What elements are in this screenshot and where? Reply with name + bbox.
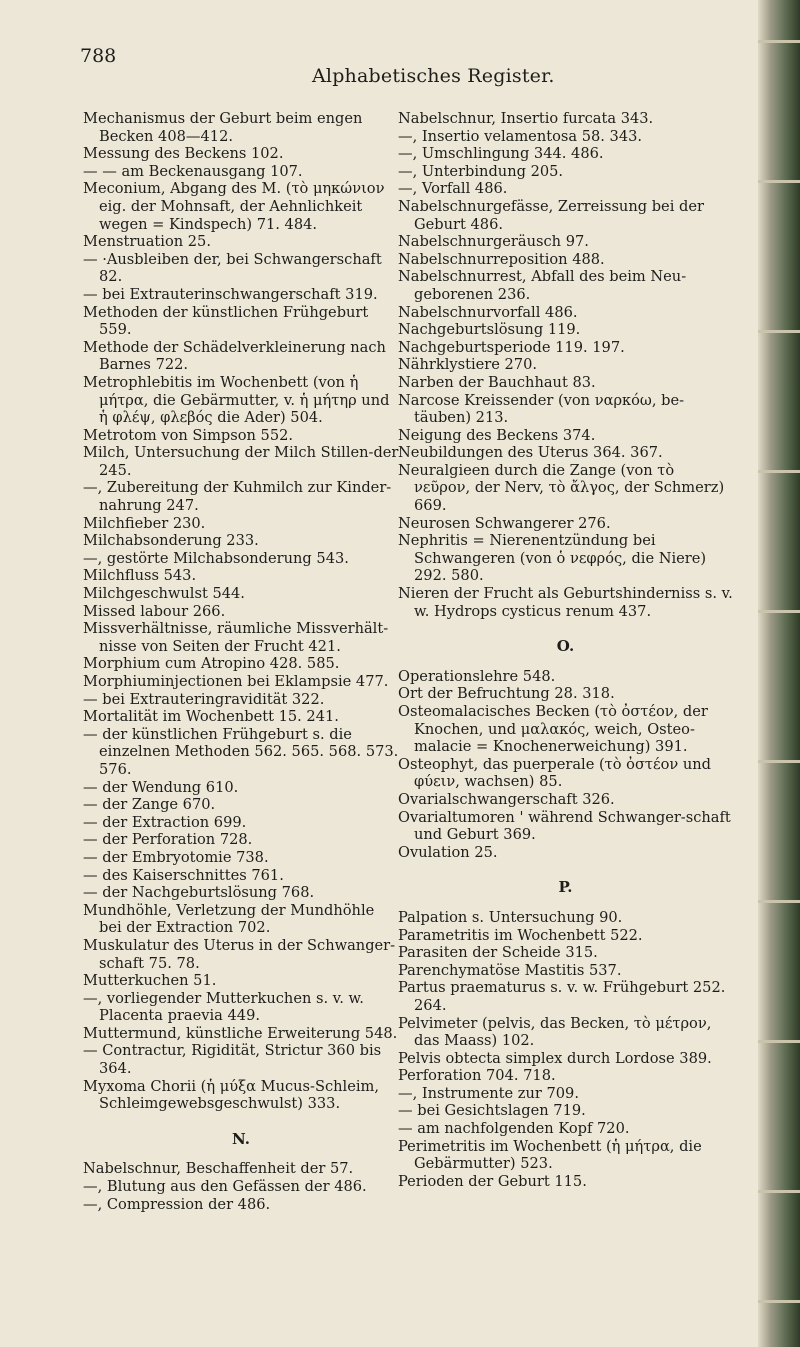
index-entry: Missed labour 266. [83, 602, 226, 620]
index-entry: Morphium cum Atropino 428. 585. [83, 655, 340, 673]
index-entry: Nephritis = Nierenentzündung bei Schwangeren (von ὁ νεφρός, die Niere) 292. 580. [398, 532, 707, 585]
index-entry: — ·Ausbleiben der, bei Schwangerschaft 82. [83, 250, 382, 286]
index-entry: Perimetritis im Wochenbett (ἡ μήτρα, die Gebärmutter) 523. [398, 1137, 702, 1173]
index-entry: — am nachfolgenden Kopf 720. [398, 1120, 630, 1138]
index-entry: Metrotom von Simpson 552. [83, 426, 294, 444]
index-entry: Narcose Kreissender (von ναρκόω, be-täuben) 213. [398, 391, 685, 427]
index-entry: —, Blutung aus den Gefässen der 486. [83, 1178, 367, 1196]
edge-band [758, 760, 800, 763]
index-entry: Nabelschnurvorfall 486. [398, 303, 578, 321]
index-entry: Milchfieber 230. [83, 514, 206, 532]
index-entry: —, Vorfall 486. [398, 180, 508, 198]
right-column [398, 110, 733, 1190]
index-entry: — der Nachgeburtslösung 768. [83, 884, 315, 902]
index-entry: Milchfluss 543. [83, 567, 197, 585]
index-entry: Pelvis obtecta simplex durch Lordose 389. [398, 1049, 712, 1067]
edge-band [758, 900, 800, 903]
index-entry: Ovarialschwangerschaft 326. [398, 790, 615, 808]
index-entry: — bei Extrauterinschwangerschaft 319. [83, 285, 378, 303]
index-entry: Nabelschnur, Beschaffenheit der 57. [83, 1160, 354, 1178]
index-entry: Osteomalacisches Becken (τὸ ὀστέον, der Knochen, und μαλακός, weich, Osteo-malacie = Knochenerweichung) 391. [398, 703, 708, 756]
index-entry: Neubildungen des Uterus 364. 367. [398, 444, 663, 462]
edge-band [758, 610, 800, 613]
edge-band [758, 470, 800, 473]
index-entry: Narben der Bauchhaut 83. [398, 373, 596, 391]
index-entry: Menstruation 25. [83, 233, 211, 251]
index-entry: —, Compression der 486. [83, 1195, 271, 1213]
index-entry: Nieren der Frucht als Geburtshinderniss s. v. w. Hydrops cysticus renum 437. [398, 585, 733, 620]
index-entry: Neurosen Schwangerer 276. [398, 514, 611, 532]
edge-band [758, 180, 800, 183]
index-entry: Nabelschnurgefässe, Zerreissung bei der Geburt 486. [398, 197, 704, 233]
edge-band [758, 330, 800, 333]
index-entry: Mundhöhle, Verletzung der Mundhöhle bei der Extraction 702. [83, 901, 375, 937]
index-entry: Missverhältnisse, räumliche Missverhält-nisse von Seiten der Frucht 421. [83, 620, 389, 655]
index-entry: Metrophlebitis im Wochenbett (von ἡ μήτρα, die Gebärmutter, v. ἡ μήτηρ und ἡ φλέψ, φλεβός die Ader) 504. [83, 373, 390, 427]
edge-band [758, 1190, 800, 1193]
index-entry: Muttermund, künstliche Erweiterung 548. [83, 1024, 398, 1042]
index-entry: — Contractur, Rigidität, Strictur 360 bis 364. [83, 1042, 382, 1078]
index-entry: — der Embryotomie 738. [83, 848, 269, 866]
index-entry: Nabelschnur, Insertio furcata 343. [398, 110, 654, 127]
section-letter: P. [558, 878, 573, 897]
index-entry: Methoden der künstlichen Frühgeburt 559. [83, 303, 369, 339]
index-entry: Parasiten der Scheide 315. [398, 944, 598, 962]
index-entry: Nährklystiere 270. [398, 356, 538, 374]
index-entry: — der Zange 670. [83, 796, 216, 814]
index-entry: Messung des Beckens 102. [83, 145, 284, 163]
index-entry: Pelvimeter (pelvis, das Becken, τὸ μέτρον, das Maass) 102. [398, 1014, 712, 1050]
index-entry: —, vorliegender Mutterkuchen s. v. w. Placenta praevia 449. [83, 989, 364, 1025]
index-entry: Mutterkuchen 51. [83, 972, 217, 990]
edge-band [758, 40, 800, 43]
index-entry: Palpation s. Untersuchung 90. [398, 908, 623, 926]
index-entry: — bei Extrauteringravidität 322. [83, 690, 325, 708]
index-entry: Neigung des Beckens 374. [398, 426, 596, 444]
section-letter: N. [232, 1129, 250, 1148]
index-entry: Ovarialtumoren ' während Schwanger-schaft und Geburt 369. [398, 808, 731, 844]
left-column [83, 110, 399, 1213]
index-entry: — der künstlichen Frühgeburt s. die einzelnen Methoden 562. 565. 568. 573. 576. [83, 725, 399, 778]
index-entry: Meconium, Abgang des M. (τὸ μηκώνιον eig. der Mohnsaft, der Aehnlichkeit wegen = Kindspech) 71. 484. [83, 180, 385, 233]
index-entry: Myxoma Chorii (ἡ μύξα Mucus-Schleim, Schleimgewebsgeschwulst) 333. [83, 1077, 380, 1113]
page-number: 788 [80, 45, 117, 67]
edge-band [758, 1300, 800, 1303]
index-entry: — der Wendung 610. [83, 778, 239, 796]
index-entry: —, Unterbindung 205. [398, 162, 564, 180]
index-entry: Ovulation 25. [398, 843, 498, 861]
index-entry: Nabelschnurreposition 488. [398, 250, 605, 268]
index-entry: Milchabsonderung 233. [83, 532, 259, 550]
index-entry: Nabelschnurgeräusch 97. [398, 233, 589, 251]
index-entry: —, gestörte Milchabsonderung 543. [83, 549, 349, 567]
index-entry: Perioden der Geburt 115. [398, 1172, 587, 1190]
index-entry: Mortalität im Wochenbett 15. 241. [83, 708, 339, 726]
index-entry: — der Perforation 728. [83, 831, 253, 849]
index-entry: Nachgeburtsperiode 119. 197. [398, 338, 625, 356]
index-entry: Operationslehre 548. [398, 667, 556, 685]
index-entry: Muskulatur des Uterus in der Schwanger-schaft 75. 78. [83, 936, 396, 972]
index-entry: —, Zubereitung der Kuhmilch zur Kinder-nahrung 247. [83, 479, 392, 515]
index-entry: Parametritis im Wochenbett 522. [398, 926, 643, 944]
index-entry: Nachgeburtslösung 119. [398, 321, 581, 339]
section-letter: O. [556, 637, 575, 656]
index-entry: — des Kaiserschnittes 761. [83, 866, 284, 884]
index-entry: Nabelschnurrest, Abfall des beim Neu-geborenen 236. [398, 268, 687, 303]
index-entry: Ort der Befruchtung 28. 318. [398, 685, 615, 703]
book-edge [758, 0, 800, 1347]
index-entry: Milchgeschwulst 544. [83, 585, 245, 603]
index-entry: —, Umschlingung 344. 486. [398, 145, 604, 163]
running-head: Alphabetisches Register. [312, 65, 555, 87]
index-entry: Neuralgieen durch die Zange (von τὸ νεῦρον, der Nerv, τὸ ἄλγος, der Schmerz) 669. [398, 461, 725, 515]
index-entry: — der Extraction 699. [83, 813, 247, 831]
index-entry: Osteophyt, das puerperale (τὸ ὀστέον und φύειν, wachsen) 85. [398, 755, 712, 791]
index-entry: Morphiuminjectionen bei Eklampsie 477. [83, 673, 389, 690]
index-entry: Mechanismus der Geburt beim engen Becken 408—412. [83, 110, 363, 145]
index-entry: Methode der Schädelverkleinerung nach Barnes 722. [83, 338, 386, 374]
index-entry: Parenchymatöse Mastitis 537. [398, 961, 622, 979]
index-entry: Partus praematurus s. v. w. Frühgeburt 252. 264. [398, 979, 726, 1014]
index-entry: —, Instrumente zur 709. [398, 1084, 579, 1102]
index-entry: — — am Beckenausgang 107. [83, 162, 303, 180]
index-entry: —, Insertio velamentosa 58. 343. [398, 127, 643, 145]
index-entry: Perforation 704. 718. [398, 1067, 556, 1085]
index-entry: — bei Gesichtslagen 719. [398, 1102, 586, 1120]
edge-band [758, 1040, 800, 1043]
index-entry: Milch, Untersuchung der Milch Stillen-der 245. [83, 444, 399, 479]
